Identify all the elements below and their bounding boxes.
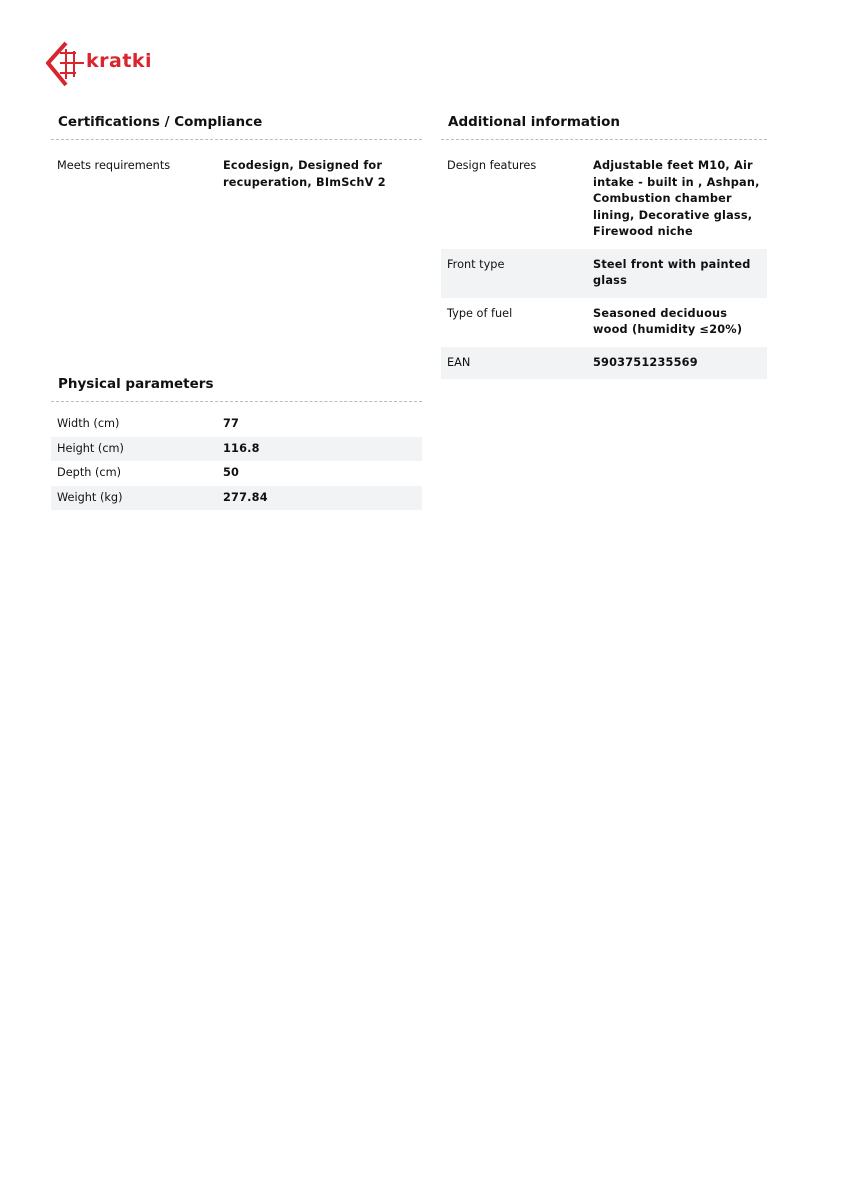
table-row [51, 486, 422, 511]
table-row [441, 298, 767, 347]
row-label: Width (cm) [57, 417, 120, 430]
table-row [51, 437, 422, 462]
row-label: Design features [447, 159, 537, 172]
row-label: Meets requirements [57, 159, 171, 172]
row-label: Type of fuel [447, 306, 513, 320]
row-label: EAN [447, 355, 471, 369]
additional-information-section [441, 111, 767, 379]
row-label: Depth (cm) [57, 466, 122, 479]
row-value: 50 [223, 466, 240, 479]
section-title: Additional information [441, 111, 767, 140]
row-value: 77 [223, 417, 240, 430]
row-value: 116.8 [223, 441, 260, 455]
row-label: Front type [447, 257, 505, 271]
physical-parameters-section [51, 373, 422, 510]
row-value: Adjustable feet M10, Air intake - built in , Ashpan, Combustion chamber lining, Decorative glass, Firewood niche [593, 159, 760, 238]
table-row [51, 412, 422, 437]
section-title: Physical parameters [51, 373, 422, 402]
row-label: Height (cm) [57, 441, 124, 455]
row-value: 277.84 [223, 490, 268, 504]
kratki-logo [46, 41, 186, 87]
row-value: 5903751235569 [593, 355, 698, 369]
table-row [441, 347, 767, 380]
certifications-section [51, 111, 422, 199]
row-value: Seasoned deciduous wood (humidity ≤20%) [593, 306, 743, 336]
row-value: Ecodesign, Designed for recuperation, BImSchV 2 [223, 159, 386, 189]
table-row [441, 249, 767, 298]
row-value: Steel front with painted glass [593, 257, 751, 287]
section-title: Certifications / Compliance [51, 111, 422, 140]
kratki-logo-mark [46, 41, 90, 87]
table-row [441, 150, 767, 249]
table-row [51, 150, 422, 199]
row-label: Weight (kg) [57, 490, 123, 504]
table-row [51, 461, 422, 486]
brand-name: kratki [86, 50, 153, 72]
